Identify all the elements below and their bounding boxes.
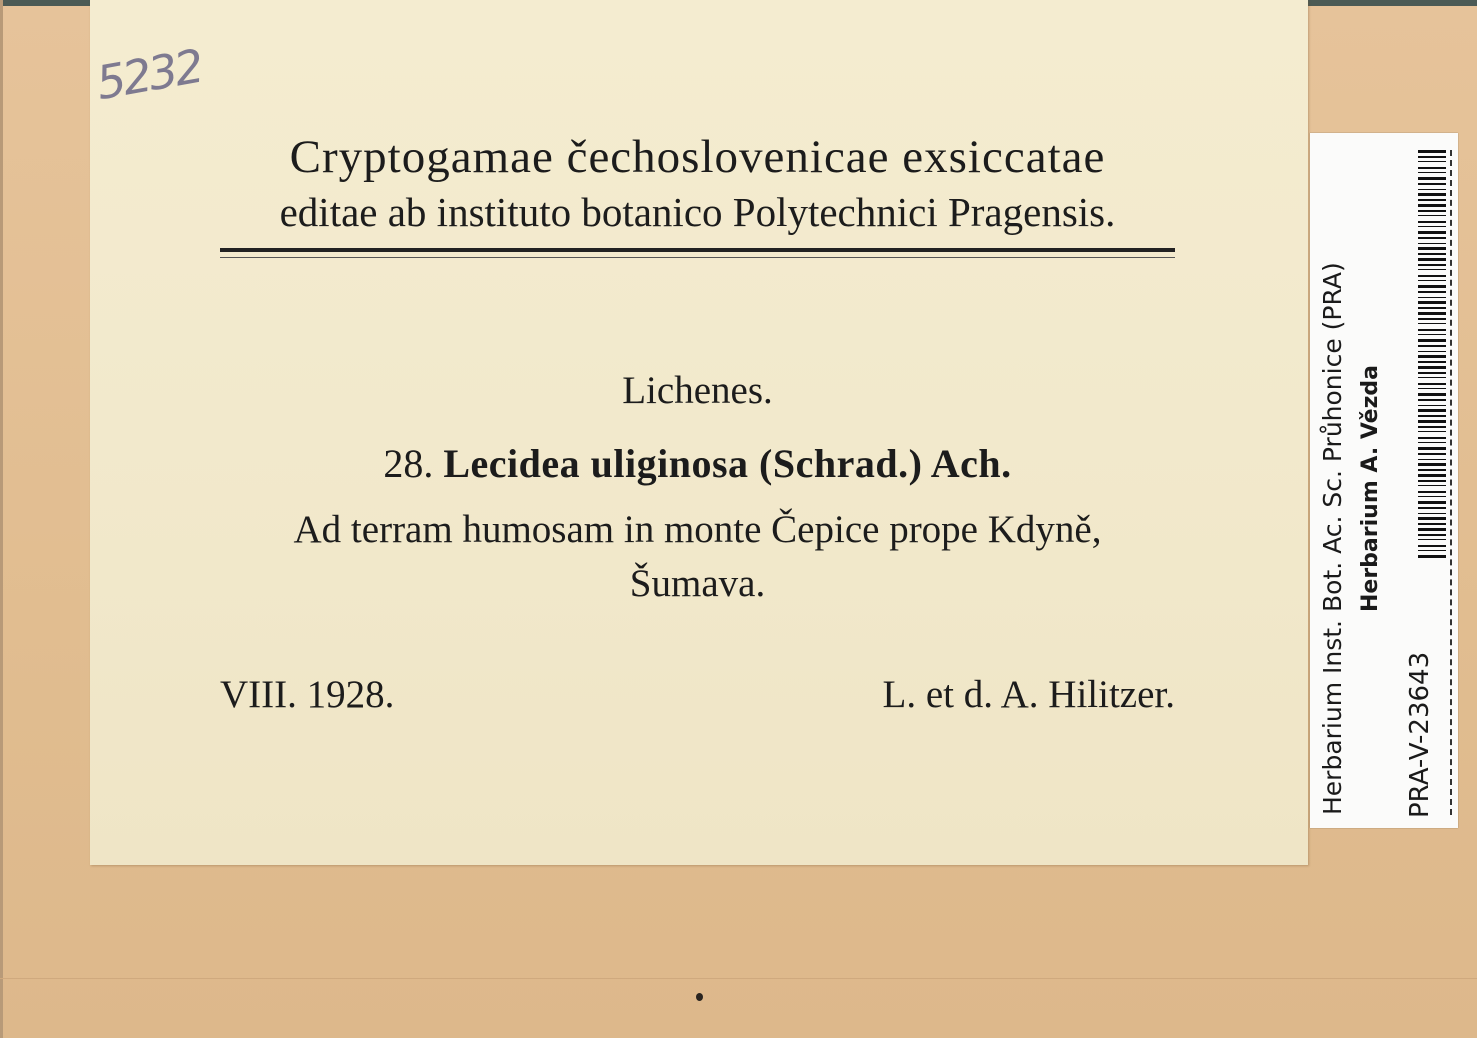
specimen-id-text: PRA-V-23643 bbox=[1405, 651, 1435, 818]
institution-text: Herbarium Inst. Bot. Ac. Sc. Průhonice (PRA) bbox=[1318, 262, 1347, 815]
label-title: Cryptogamae čechoslovenicae exsiccatae bbox=[289, 131, 1106, 183]
handwritten-accession-number: 5232 bbox=[92, 38, 206, 111]
barcode-dashed-border bbox=[1450, 150, 1452, 815]
locality-line-2: Šumava. bbox=[629, 562, 766, 605]
herbarium-text: Herbarium A. Vězda bbox=[1358, 364, 1383, 612]
species-name: Lecidea uliginosa (Schrad.) Ach. bbox=[443, 441, 1012, 486]
title-rule-thin bbox=[220, 257, 1175, 258]
exsiccate-number: 28. bbox=[383, 441, 434, 486]
ink-dot bbox=[696, 993, 703, 1001]
locality bbox=[215, 503, 1180, 611]
collection-date: VIII. 1928. bbox=[220, 673, 395, 716]
collector: L. et d. A. Hilitzer. bbox=[882, 673, 1175, 716]
label-subtitle: editae ab instituto botanico Polytechnici Pragensis. bbox=[279, 189, 1116, 235]
locality-line-1: Ad terram humosam in monte Čepice prope Kdyně, bbox=[293, 508, 1102, 551]
taxon-group: Lichenes. bbox=[622, 369, 773, 412]
sheet-left-edge bbox=[0, 0, 3, 1038]
title-rule-thick bbox=[220, 248, 1175, 252]
barcode-icon bbox=[1418, 150, 1446, 565]
species-line bbox=[220, 440, 1175, 487]
sheet-fold-line bbox=[0, 978, 1477, 979]
